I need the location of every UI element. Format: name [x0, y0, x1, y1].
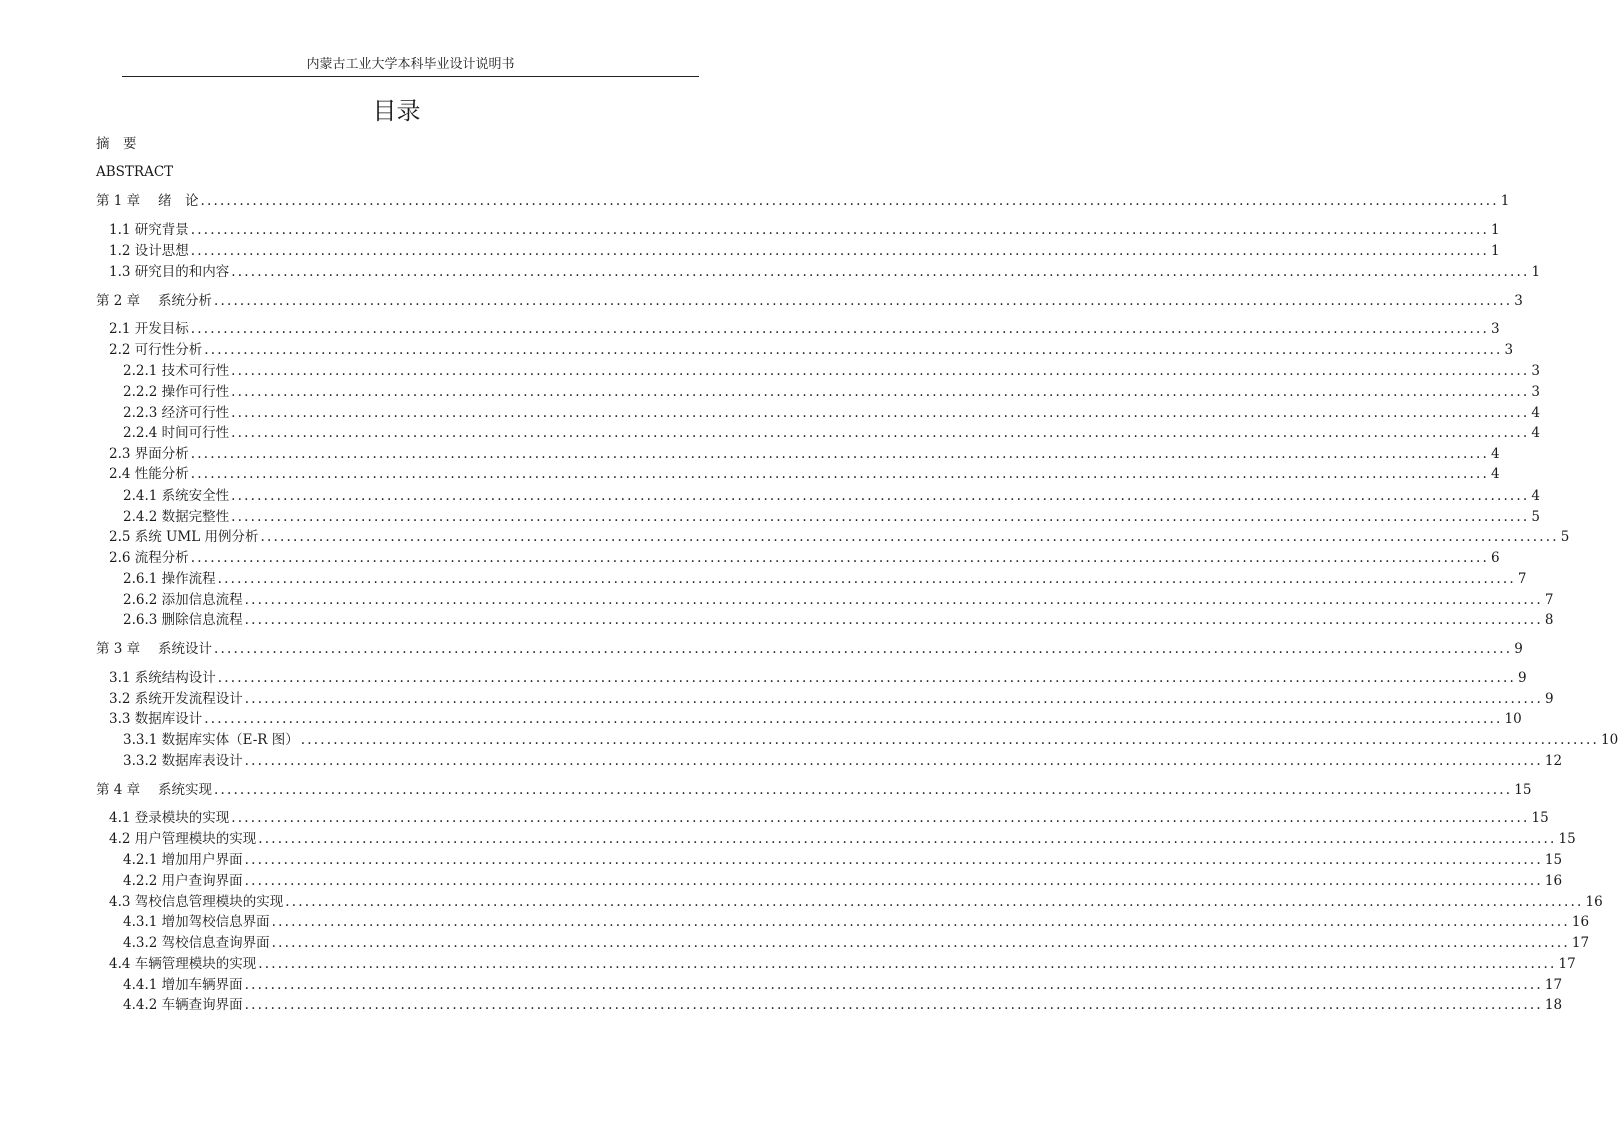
toc-entry[interactable]: [109, 221, 1500, 239]
toc-entry[interactable]: [109, 830, 1576, 848]
toc-leader-dots: ........................................................................................................................................................................................................: [217, 571, 1516, 587]
toc-leader-dots: ........................................................................................................................................................................................................: [231, 363, 1530, 379]
toc-entry-page-number: 6: [1491, 550, 1500, 566]
toc-entry-page-number: 1: [1500, 193, 1510, 209]
toc-entry-label: 4.4.2 车辆查询界面: [123, 997, 243, 1013]
toc-entry[interactable]: [123, 996, 1563, 1014]
toc-entry-page-number: 16: [1544, 873, 1563, 889]
toc-entry-page-number: 4: [1491, 446, 1500, 462]
toc-entry[interactable]: [96, 192, 1510, 210]
toc-entry-label: 2.2 可行性分析: [109, 342, 203, 358]
toc-entry-page-number: 10: [1601, 732, 1618, 748]
toc-leader-dots: ........................................................................................................................................................................................................: [190, 243, 1490, 259]
toc-entry[interactable]: [123, 752, 1563, 770]
toc-entry-page-number: 3: [1491, 321, 1500, 337]
toc-entry-label: 2.4.1 系统安全性: [123, 488, 230, 504]
toc-entry-label: 4.4.1 增加车辆界面: [123, 977, 243, 993]
toc-entry-label: 2.6 流程分析: [109, 550, 189, 566]
toc-entry-page-number: 1: [1531, 264, 1541, 280]
toc-leader-dots: ........................................................................................................................................................................................................: [244, 612, 1543, 628]
toc-leader-dots: ........................................................................................................................................................................................................: [190, 446, 1490, 462]
toc-entry-label: 2.3 界面分析: [109, 446, 189, 462]
toc-entry[interactable]: [96, 135, 137, 153]
toc-leader-dots: ........................................................................................................................................................................................................: [190, 321, 1490, 337]
toc-entry[interactable]: [96, 640, 1523, 658]
toc-leader-dots: ........................................................................................................................................................................................................: [244, 852, 1543, 868]
toc-entry[interactable]: [123, 362, 1541, 380]
toc-leader-dots: ........................................................................................................................................................................................................: [231, 425, 1530, 441]
toc-entry-label: 3.3.1 数据库实体（E-R 图）: [123, 732, 299, 748]
toc-entry-page-number: 5: [1560, 529, 1570, 545]
toc-leader-dots: ........................................................................................................................................................................................................: [244, 873, 1543, 889]
toc-entry[interactable]: [123, 591, 1554, 609]
toc-entry-label: 3.3.2 数据库表设计: [123, 753, 243, 769]
toc-entry[interactable]: [123, 934, 1590, 952]
toc-entry-page-number: 9: [1545, 691, 1554, 707]
toc-leader-dots: ........................................................................................................................................................................................................: [200, 193, 1499, 209]
toc-entry[interactable]: [109, 669, 1527, 687]
toc-entry-page-number: 15: [1544, 852, 1563, 868]
toc-leader-dots: ........................................................................................................................................................................................................: [260, 529, 1559, 545]
toc-entry-page-number: 9: [1518, 670, 1527, 686]
toc-entry-page-number: 16: [1585, 894, 1603, 910]
toc-leader-dots: ........................................................................................................................................................................................................: [213, 641, 1513, 657]
toc-leader-dots: ........................................................................................................................................................................................................: [231, 488, 1530, 504]
toc-leader-dots: ........................................................................................................................................................................................................: [300, 732, 1600, 748]
toc-entry[interactable]: [123, 570, 1527, 588]
toc-leader-dots: ........................................................................................................................................................................................................: [204, 342, 1503, 358]
toc-entry-label: 3.2 系统开发流程设计: [109, 691, 243, 707]
toc-entry[interactable]: [109, 242, 1500, 260]
toc-entry-label: 2.2.1 技术可行性: [123, 363, 230, 379]
toc-leader-dots: ........................................................................................................................................................................................................: [244, 977, 1543, 993]
page-header: 内蒙古工业大学本科毕业设计说明书: [306, 57, 515, 72]
toc-entry-page-number: 17: [1558, 956, 1576, 972]
toc-entry-label: 2.6.1 操作流程: [123, 571, 216, 587]
toc-entry-label: 2.4.2 数据完整性: [123, 509, 230, 525]
toc-entry-page-number: 17: [1571, 935, 1590, 951]
toc-entry[interactable]: [109, 263, 1541, 281]
toc-entry[interactable]: [109, 528, 1570, 546]
toc-entry-label: 4.2.2 用户查询界面: [123, 873, 243, 889]
toc-leader-dots: ........................................................................................................................................................................................................: [190, 466, 1490, 482]
toc-entry-page-number: 4: [1491, 466, 1500, 482]
toc-entry[interactable]: [96, 163, 173, 181]
toc-entry[interactable]: [123, 383, 1541, 401]
toc-entry-label: 2.6.2 添加信息流程: [123, 592, 243, 608]
toc-entry-label: 2.1 开发目标: [109, 321, 189, 337]
toc-leader-dots: ........................................................................................................................................................................................................: [204, 711, 1503, 727]
toc-leader-dots: ........................................................................................................................................................................................................: [213, 782, 1513, 798]
toc-entry[interactable]: [109, 893, 1603, 911]
toc-entry[interactable]: [96, 292, 1523, 310]
toc-entry-label: 1.1 研究背景: [109, 222, 189, 238]
toc-entry[interactable]: [123, 976, 1563, 994]
toc-entry-label: 第 2 章 系统分析: [96, 293, 212, 309]
toc-entry-page-number: 4: [1531, 425, 1541, 441]
toc-entry-page-number: 4: [1531, 405, 1541, 421]
toc-entry-label: 2.2.3 经济可行性: [123, 405, 230, 421]
toc-leader-dots: ........................................................................................................................................................................................................: [217, 670, 1517, 686]
toc-leader-dots: ........................................................................................................................................................................................................: [244, 691, 1544, 707]
toc-entry-page-number: 3: [1531, 363, 1541, 379]
toc-entry-label: 2.2.2 操作可行性: [123, 384, 230, 400]
toc-entry-page-number: 3: [1531, 384, 1541, 400]
toc-entry[interactable]: [123, 487, 1541, 505]
toc-leader-dots: ........................................................................................................................................................................................................: [231, 264, 1530, 280]
toc-entry-page-number: 8: [1544, 612, 1554, 628]
toc-leader-dots: ........................................................................................................................................................................................................: [231, 509, 1530, 525]
toc-entry[interactable]: [123, 913, 1590, 931]
toc-entry[interactable]: [109, 809, 1549, 827]
toc-leader-dots: ........................................................................................................................................................................................................: [190, 550, 1490, 566]
toc-entry[interactable]: [109, 690, 1554, 708]
toc-leader-dots: ........................................................................................................................................................................................................: [258, 956, 1557, 972]
toc-entry-label: 2.6.3 删除信息流程: [123, 612, 243, 628]
toc-entry[interactable]: [109, 320, 1500, 338]
toc-leader-dots: ........................................................................................................................................................................................................: [258, 831, 1557, 847]
toc-entry[interactable]: [123, 851, 1563, 869]
toc-entry-label: 第 3 章 系统设计: [96, 641, 212, 657]
toc-entry-page-number: 7: [1517, 571, 1527, 587]
toc-entry-page-number: 1: [1491, 243, 1500, 259]
toc-entry-label: 1.3 研究目的和内容: [109, 264, 230, 280]
toc-entry-page-number: 18: [1544, 997, 1563, 1013]
toc-entry[interactable]: [123, 404, 1541, 422]
toc-entry-label: 第 1 章 绪 论: [96, 193, 199, 209]
toc-entry-label: 2.5 系统 UML 用例分析: [109, 529, 259, 545]
toc-entry-page-number: 7: [1544, 592, 1554, 608]
toc-leader-dots: ........................................................................................................................................................................................................: [285, 894, 1584, 910]
toc-entry[interactable]: [123, 611, 1554, 629]
toc-entry[interactable]: [123, 424, 1541, 442]
toc-entry-page-number: 12: [1544, 753, 1563, 769]
toc-entry[interactable]: [123, 508, 1541, 526]
toc-entry[interactable]: [109, 549, 1500, 567]
toc-entry[interactable]: [123, 731, 1618, 749]
toc-leader-dots: ........................................................................................................................................................................................................: [244, 753, 1543, 769]
toc-entry-label: 1.2 设计思想: [109, 243, 189, 259]
toc-entry-label: 4.3 驾校信息管理模块的实现: [109, 894, 284, 910]
toc-leader-dots: ........................................................................................................................................................................................................: [190, 222, 1490, 238]
toc-entry[interactable]: [109, 710, 1522, 728]
toc-leader-dots: ........................................................................................................................................................................................................: [231, 810, 1530, 826]
toc-entry-page-number: 16: [1571, 914, 1590, 930]
toc-entry[interactable]: [109, 341, 1514, 359]
toc-title: 目录: [372, 97, 421, 125]
toc-entry-label: 4.2.1 增加用户界面: [123, 852, 243, 868]
toc-entry-page-number: 15: [1558, 831, 1576, 847]
toc-entry-page-number: 4: [1531, 488, 1541, 504]
toc-entry-label: 3.1 系统结构设计: [109, 670, 216, 686]
toc-entry-label: 4.2 用户管理模块的实现: [109, 831, 257, 847]
toc-entry-page-number: 3: [1504, 342, 1514, 358]
toc-entry-page-number: 15: [1514, 782, 1532, 798]
toc-entry-label: 4.3.1 增加驾校信息界面: [123, 914, 270, 930]
toc-entry-page-number: 17: [1544, 977, 1563, 993]
toc-entry-page-number: 5: [1531, 509, 1541, 525]
toc-entry[interactable]: [123, 872, 1563, 890]
toc-entry-label: 2.4 性能分析: [109, 466, 189, 482]
toc-entry-label: 4.1 登录模块的实现: [109, 810, 230, 826]
toc-leader-dots: ........................................................................................................................................................................................................: [213, 293, 1513, 309]
toc-entry-label: 第 4 章 系统实现: [96, 782, 212, 798]
toc-entry-page-number: 10: [1504, 711, 1522, 727]
toc-leader-dots: ........................................................................................................................................................................................................: [231, 405, 1530, 421]
toc-leader-dots: ........................................................................................................................................................................................................: [244, 592, 1543, 608]
toc-entry[interactable]: [109, 465, 1500, 483]
toc-entry-page-number: 9: [1514, 641, 1523, 657]
toc-entry[interactable]: [96, 781, 1532, 799]
toc-entry-label: 4.3.2 驾校信息查询界面: [123, 935, 270, 951]
toc-entry-page-number: 1: [1491, 222, 1500, 238]
toc-leader-dots: ........................................................................................................................................................................................................: [244, 997, 1543, 1013]
toc-entry-page-number: 3: [1514, 293, 1523, 309]
toc-entry-page-number: 15: [1531, 810, 1549, 826]
toc-entry-label: 4.4 车辆管理模块的实现: [109, 956, 257, 972]
toc-leader-dots: ........................................................................................................................................................................................................: [271, 935, 1570, 951]
toc-entry-label: 2.2.4 时间可行性: [123, 425, 230, 441]
toc-leader-dots: ........................................................................................................................................................................................................: [231, 384, 1530, 400]
toc-entry[interactable]: [109, 955, 1576, 973]
toc-entry-label: ABSTRACT: [96, 164, 174, 180]
toc-leader-dots: ........................................................................................................................................................................................................: [271, 914, 1570, 930]
toc-entry-label: 摘 要: [96, 136, 137, 152]
toc-entry-label: 3.3 数据库设计: [109, 711, 203, 727]
toc-entry[interactable]: [109, 445, 1500, 463]
